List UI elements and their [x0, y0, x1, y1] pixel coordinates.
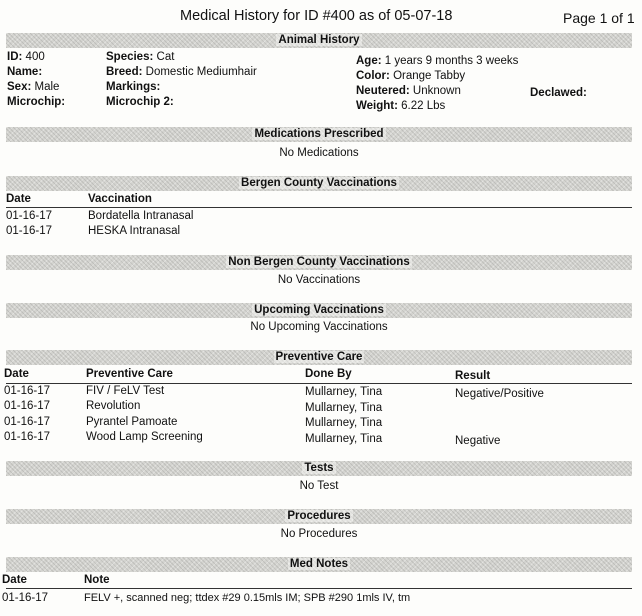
- cell-result: Negative: [455, 435, 501, 447]
- cell-care: FIV / FeLV Test: [86, 385, 165, 397]
- procedures-empty-note: No Procedures: [280, 528, 358, 540]
- section-header-upcoming-vaccinations: Upcoming Vaccinations: [6, 303, 632, 318]
- page-number: Page 1 of 1: [563, 10, 635, 26]
- col-header-date: Date: [2, 574, 27, 586]
- cell-done-by: Mullarney, Tina: [305, 417, 383, 429]
- cell-date: 01-16-17: [4, 385, 51, 397]
- col-header-date: Date: [6, 193, 31, 205]
- field-neutered: Neutered: Unknown: [356, 85, 461, 97]
- cell-vaccination: Bordatella Intranasal: [88, 210, 194, 222]
- section-header-non-bergen-vaccinations: Non Bergen County Vaccinations: [6, 255, 632, 270]
- field-microchip2-label: Microchip 2:: [106, 96, 174, 108]
- section-header-med-notes: Med Notes: [6, 557, 632, 572]
- cell-note: FELV +, scanned neg; ttdex #29 0.15mls IM; SPB #290 1mls IV, tm: [84, 592, 411, 604]
- field-name-label: Name:: [7, 66, 43, 78]
- cell-result: Negative/Positive: [455, 388, 544, 400]
- cell-date: 01-16-17: [4, 416, 51, 428]
- col-header-result: Result: [455, 370, 491, 382]
- col-header-done-by: Done By: [305, 368, 352, 380]
- cell-done-by: Mullarney, Tina: [305, 386, 383, 398]
- upcoming-empty-note: No Upcoming Vaccinations: [250, 321, 388, 333]
- field-species: Species: Cat: [106, 51, 175, 63]
- field-declawed-label: Declawed:: [530, 87, 587, 99]
- field-markings-label: Markings:: [106, 81, 161, 93]
- table-rule: [6, 383, 632, 384]
- section-header-medications: Medications Prescribed: [6, 127, 632, 142]
- page-title: Medical History for ID #400 as of 05-07-18: [180, 8, 453, 24]
- section-header-procedures: Procedures: [6, 509, 632, 524]
- field-microchip-label: Microchip:: [7, 96, 66, 108]
- non-bergen-empty-note: No Vaccinations: [277, 274, 361, 286]
- field-age: Age: 1 years 9 months 3 weeks: [356, 55, 519, 67]
- col-header-date: Date: [4, 368, 29, 380]
- cell-done-by: Mullarney, Tina: [305, 402, 383, 414]
- col-header-note: Note: [84, 574, 110, 586]
- cell-date: 01-16-17: [4, 400, 51, 412]
- cell-date: 01-16-17: [4, 431, 51, 443]
- cell-care: Pyrantel Pamoate: [86, 416, 178, 428]
- field-weight: Weight: 6.22 Lbs: [356, 100, 446, 112]
- field-color: Color: Orange Tabby: [356, 70, 466, 82]
- tests-empty-note: No Test: [299, 480, 339, 492]
- medications-empty-note: No Medications: [279, 147, 359, 159]
- cell-vaccination: HESKA Intranasal: [88, 225, 181, 237]
- section-header-tests: Tests: [6, 461, 632, 476]
- cell-date: 01-16-17: [2, 592, 49, 604]
- section-header-animal-history: Animal History: [6, 33, 632, 48]
- cell-done-by: Mullarney, Tina: [305, 433, 383, 445]
- cell-care: Wood Lamp Screening: [86, 431, 203, 443]
- table-rule: [6, 588, 632, 589]
- cell-care: Revolution: [86, 400, 141, 412]
- field-id: ID: 400: [7, 51, 45, 63]
- field-breed: Breed: Domestic Mediumhair: [106, 66, 257, 78]
- col-header-vaccination: Vaccination: [88, 193, 152, 205]
- cell-date: 01-16-17: [6, 210, 53, 222]
- section-header-bergen-vaccinations: Bergen County Vaccinations: [6, 176, 632, 191]
- col-header-preventive-care: Preventive Care: [86, 368, 173, 380]
- section-header-preventive-care: Preventive Care: [6, 350, 632, 365]
- field-sex: Sex: Male: [7, 81, 60, 93]
- table-rule: [6, 207, 632, 208]
- cell-date: 01-16-17: [6, 225, 53, 237]
